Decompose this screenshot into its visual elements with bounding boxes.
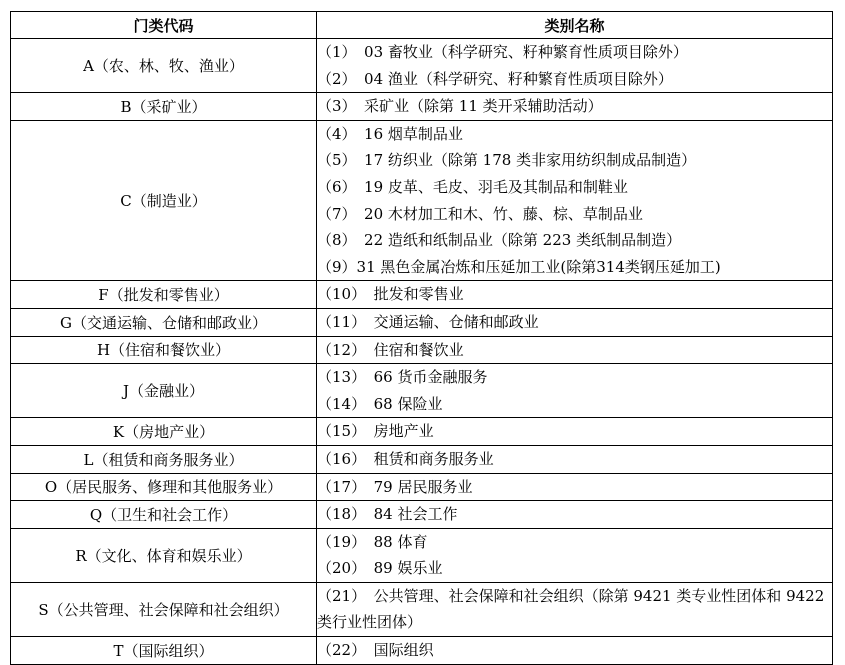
category-code: R（文化、体育和娱乐业）: [11, 528, 317, 582]
table-row: [11, 281, 833, 309]
category-item: （4） 16 烟草制品业: [317, 124, 463, 143]
category-item: （17） 79 居民服务业: [317, 477, 473, 496]
category-code: F（批发和零售业）: [11, 281, 317, 309]
category-item: （6） 19 皮革、毛皮、羽毛及其制品和制鞋业: [317, 177, 628, 196]
category-code: K（房地产业）: [11, 418, 317, 446]
header-name: 类别名称: [317, 12, 833, 39]
category-names: [317, 120, 833, 281]
category-item: （14） 68 保险业: [317, 394, 443, 413]
table-row: [11, 582, 833, 636]
category-item: （10） 批发和零售业: [317, 285, 464, 304]
category-item: （8） 22 造纸和纸制品业（除第 223 类纸制品制造）: [317, 231, 682, 250]
category-names: [317, 39, 833, 93]
table-header-row: [11, 12, 833, 39]
category-names: [317, 364, 833, 418]
category-item: （19） 88 体育: [317, 532, 428, 551]
category-names: [317, 281, 833, 309]
category-item: （16） 租赁和商务服务业: [317, 449, 494, 468]
header-code: 门类代码: [11, 12, 317, 39]
table-row: [11, 93, 833, 121]
table-row: [11, 528, 833, 582]
category-names: [317, 336, 833, 364]
category-item: （3） 采矿业（除第 11 类开采辅助活动）: [317, 97, 603, 116]
category-names: [317, 445, 833, 473]
category-item: （11） 交通运输、仓储和邮政业: [317, 312, 539, 331]
category-code: G（交通运输、仓储和邮政业）: [11, 308, 317, 336]
category-item: （5） 17 纺织业（除第 178 类非家用纺织制成品制造）: [317, 151, 697, 170]
category-item: （21） 公共管理、社会保障和社会组织（除第 9421 类专业性团体和 9422 类行业性团体）: [317, 586, 825, 632]
category-item: （2） 04 渔业（科学研究、籽种繁育性质项目除外）: [317, 69, 673, 88]
category-item: （7） 20 木材加工和木、竹、藤、棕、草制品业: [317, 204, 643, 223]
category-names: [317, 473, 833, 501]
industry-category-table: [10, 11, 833, 665]
category-names: [317, 418, 833, 446]
category-names: [317, 308, 833, 336]
table-body: [11, 39, 833, 665]
table-row: [11, 637, 833, 665]
category-code: L（租赁和商务服务业）: [11, 445, 317, 473]
table-row: [11, 501, 833, 529]
category-code: A（农、林、牧、渔业）: [11, 39, 317, 93]
category-names: [317, 93, 833, 121]
table-row: [11, 336, 833, 364]
category-names: [317, 501, 833, 529]
category-item: （20） 89 娱乐业: [317, 559, 443, 578]
table-row: [11, 473, 833, 501]
category-names: [317, 582, 833, 636]
category-item: （9）31 黑色金属冶炼和压延加工业(除第314类钢压延加工): [317, 257, 721, 276]
category-code: O（居民服务、修理和其他服务业）: [11, 473, 317, 501]
category-code: T（国际组织）: [11, 637, 317, 665]
table-row: [11, 364, 833, 418]
category-item: （1） 03 畜牧业（科学研究、籽种繁育性质项目除外）: [317, 43, 688, 61]
category-item: （18） 84 社会工作: [317, 505, 458, 524]
category-names: [317, 528, 833, 582]
table-row: [11, 418, 833, 446]
table-row: [11, 445, 833, 473]
category-item: （22） 国际组织: [317, 641, 434, 660]
table-row: [11, 120, 833, 281]
table-row: [11, 308, 833, 336]
table-row: [11, 39, 833, 93]
category-code: B（采矿业）: [11, 93, 317, 121]
category-code: C（制造业）: [11, 120, 317, 281]
category-code: J（金融业）: [11, 364, 317, 418]
category-code: Q（卫生和社会工作）: [11, 501, 317, 529]
category-item: （15） 房地产业: [317, 422, 434, 441]
category-code: S（公共管理、社会保障和社会组织）: [11, 582, 317, 636]
category-code: H（住宿和餐饮业）: [11, 336, 317, 364]
category-item: （12） 住宿和餐饮业: [317, 340, 464, 359]
category-names: [317, 637, 833, 665]
category-item: （13） 66 货币金融服务: [317, 368, 488, 387]
